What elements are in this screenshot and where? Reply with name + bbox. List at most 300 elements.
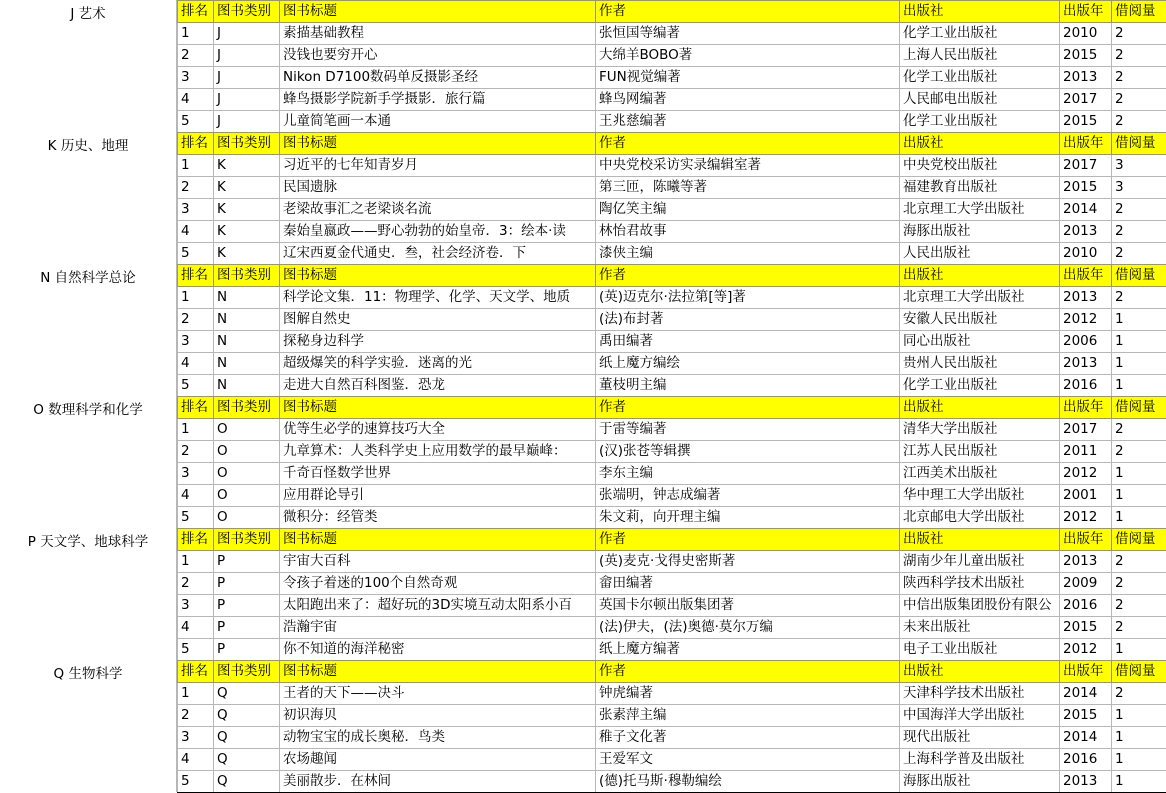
category-header[interactable]: 图书类别	[214, 133, 280, 155]
publisher-cell[interactable]: 湖南少年儿童出版社	[900, 551, 1060, 573]
category-label: Q 生物科学	[53, 666, 123, 682]
title-cell[interactable]: 素描基础教程	[280, 23, 596, 45]
publisher-cell[interactable]: 中国海洋大学出版社	[900, 705, 1060, 727]
rank-cell[interactable]: 2	[178, 177, 214, 199]
borrows-header[interactable]: 借阅量	[1112, 265, 1166, 287]
category-header[interactable]: 图书类别	[214, 529, 280, 551]
publisher-cell[interactable]: 人民邮电出版社	[900, 89, 1060, 111]
publisher-header[interactable]: 出版社	[900, 397, 1060, 419]
rank-cell[interactable]: 3	[178, 463, 214, 485]
borrows-cell[interactable]: 1	[1112, 639, 1166, 661]
year-cell[interactable]: 2015	[1060, 177, 1112, 199]
author-cell[interactable]: 纸上魔方编绘	[596, 353, 900, 375]
author-cell[interactable]: 陶亿笑主编	[596, 199, 900, 221]
author-cell[interactable]: 第三匝，陈曦等著	[596, 177, 900, 199]
category-cell[interactable]: P	[214, 617, 280, 639]
author-cell[interactable]: (英)迈克尔·法拉第[等]著	[596, 287, 900, 309]
title-cell[interactable]: 宇宙大百科	[280, 551, 596, 573]
category-label-cell[interactable]	[0, 660, 177, 792]
rank-cell[interactable]: 4	[178, 749, 214, 771]
year-cell[interactable]: 2015	[1060, 705, 1112, 727]
rank-header[interactable]: 排名	[178, 661, 214, 683]
year-cell[interactable]: 2015	[1060, 111, 1112, 133]
year-cell[interactable]: 2014	[1060, 727, 1112, 749]
table-row	[178, 243, 1166, 265]
title-header[interactable]: 图书标题	[280, 661, 596, 683]
category-cell[interactable]: J	[214, 111, 280, 133]
title-cell[interactable]: 探秘身边科学	[280, 331, 596, 353]
borrows-header[interactable]: 借阅量	[1112, 661, 1166, 683]
rank-cell[interactable]: 2	[178, 573, 214, 595]
borrows-cell[interactable]: 2	[1112, 45, 1166, 67]
author-cell[interactable]: 张素萍主编	[596, 705, 900, 727]
publisher-cell[interactable]: 海豚出版社	[900, 221, 1060, 243]
title-cell[interactable]: 民国遗脉	[280, 177, 596, 199]
category-cell[interactable]: K	[214, 199, 280, 221]
title-cell[interactable]: 你不知道的海洋秘密	[280, 639, 596, 661]
book-table	[177, 0, 1166, 133]
rank-cell[interactable]: 1	[178, 551, 214, 573]
year-header[interactable]: 出版年	[1060, 133, 1112, 155]
year-cell[interactable]: 2013	[1060, 551, 1112, 573]
year-header[interactable]: 出版年	[1060, 661, 1112, 683]
author-cell[interactable]: (法)伊夫，(法)奥德·莫尔万编	[596, 617, 900, 639]
category-cell[interactable]: N	[214, 309, 280, 331]
author-cell[interactable]: 朱文莉，向开理主编	[596, 507, 900, 529]
rank-cell[interactable]: 4	[178, 89, 214, 111]
borrows-cell[interactable]: 2	[1112, 67, 1166, 89]
author-cell[interactable]: 中央党校采访实录编辑室著	[596, 155, 900, 177]
rank-header[interactable]: 排名	[178, 397, 214, 419]
publisher-cell[interactable]: 江苏人民出版社	[900, 441, 1060, 463]
rank-cell[interactable]: 1	[178, 23, 214, 45]
year-cell[interactable]: 2013	[1060, 353, 1112, 375]
rank-cell[interactable]: 2	[178, 309, 214, 331]
title-cell[interactable]: 优等生必学的速算技巧大全	[280, 419, 596, 441]
borrows-cell[interactable]: 1	[1112, 309, 1166, 331]
title-cell[interactable]: 老梁故事汇之老梁谈名流	[280, 199, 596, 221]
publisher-cell[interactable]: 人民出版社	[900, 243, 1060, 265]
category-cell[interactable]: K	[214, 155, 280, 177]
category-group	[0, 264, 1166, 396]
year-cell[interactable]: 2017	[1060, 89, 1112, 111]
rank-cell[interactable]: 4	[178, 353, 214, 375]
table-row	[178, 199, 1166, 221]
category-label: O 数理科学和化学	[33, 402, 143, 418]
rank-cell[interactable]: 3	[178, 727, 214, 749]
rank-cell[interactable]: 3	[178, 595, 214, 617]
year-cell[interactable]: 2012	[1060, 309, 1112, 331]
category-cell[interactable]: N	[214, 331, 280, 353]
rank-cell[interactable]: 5	[178, 111, 214, 133]
title-cell[interactable]: 浩瀚宇宙	[280, 617, 596, 639]
rank-cell[interactable]: 1	[178, 419, 214, 441]
table-row	[178, 287, 1166, 309]
title-cell[interactable]: 辽宋西夏金代通史．叁，社会经济卷．下	[280, 243, 596, 265]
table-row	[178, 309, 1166, 331]
title-cell[interactable]: 美丽散步．在林间	[280, 771, 596, 793]
borrows-cell[interactable]: 2	[1112, 595, 1166, 617]
year-cell[interactable]: 2017	[1060, 419, 1112, 441]
publisher-cell[interactable]: 未来出版社	[900, 617, 1060, 639]
year-header[interactable]: 出版年	[1060, 397, 1112, 419]
publisher-cell[interactable]: 同心出版社	[900, 331, 1060, 353]
rank-cell[interactable]: 4	[178, 485, 214, 507]
table-row	[178, 551, 1166, 573]
borrows-cell[interactable]: 1	[1112, 331, 1166, 353]
author-cell[interactable]: 张恒国等编著	[596, 23, 900, 45]
title-cell[interactable]: 走进大自然百科图鉴．恐龙	[280, 375, 596, 397]
rank-cell[interactable]: 2	[178, 705, 214, 727]
category-header[interactable]: 图书类别	[214, 1, 280, 23]
publisher-cell[interactable]: 天津科学技术出版社	[900, 683, 1060, 705]
table-row	[178, 749, 1166, 771]
table-row	[178, 705, 1166, 727]
table-row	[178, 353, 1166, 375]
category-cell[interactable]: O	[214, 419, 280, 441]
borrows-cell[interactable]: 2	[1112, 23, 1166, 45]
table-row	[178, 375, 1166, 397]
publisher-cell[interactable]: 现代出版社	[900, 727, 1060, 749]
table-row	[178, 573, 1166, 595]
publisher-cell[interactable]: 化学工业出版社	[900, 375, 1060, 397]
rank-header[interactable]: 排名	[178, 529, 214, 551]
title-cell[interactable]: 秦始皇嬴政——野心勃勃的始皇帝．3：绘本·读	[280, 221, 596, 243]
borrows-header[interactable]: 借阅量	[1112, 1, 1166, 23]
year-header[interactable]: 出版年	[1060, 529, 1112, 551]
rank-cell[interactable]: 4	[178, 221, 214, 243]
title-cell[interactable]: 蜂鸟摄影学院新手学摄影．旅行篇	[280, 89, 596, 111]
category-cell[interactable]: O	[214, 485, 280, 507]
author-cell[interactable]: 蜂鸟网编著	[596, 89, 900, 111]
book-table	[177, 528, 1166, 661]
category-group	[0, 528, 1166, 660]
year-cell[interactable]: 2014	[1060, 199, 1112, 221]
category-group	[0, 396, 1166, 528]
borrows-cell[interactable]: 3	[1112, 177, 1166, 199]
author-header[interactable]: 作者	[596, 397, 900, 419]
author-cell[interactable]: 李东主编	[596, 463, 900, 485]
author-cell[interactable]: 张端明，钟志成编著	[596, 485, 900, 507]
publisher-header[interactable]: 出版社	[900, 133, 1060, 155]
title-cell[interactable]: 科学论文集．11：物理学、化学、天文学、地质	[280, 287, 596, 309]
category-cell[interactable]: O	[214, 441, 280, 463]
title-cell[interactable]: 习近平的七年知青岁月	[280, 155, 596, 177]
borrows-cell[interactable]: 1	[1112, 485, 1166, 507]
rank-cell[interactable]: 5	[178, 243, 214, 265]
title-cell[interactable]: 动物宝宝的成长奥秘．鸟类	[280, 727, 596, 749]
author-cell[interactable]: 王爱军文	[596, 749, 900, 771]
year-cell[interactable]: 2011	[1060, 441, 1112, 463]
category-group	[0, 132, 1166, 264]
borrows-cell[interactable]: 2	[1112, 89, 1166, 111]
year-cell[interactable]: 2013	[1060, 287, 1112, 309]
title-cell[interactable]: 应用群论导引	[280, 485, 596, 507]
table-row	[178, 331, 1166, 353]
category-group	[0, 660, 1166, 792]
table-row	[178, 89, 1166, 111]
publisher-cell[interactable]: 化学工业出版社	[900, 67, 1060, 89]
publisher-header[interactable]: 出版社	[900, 265, 1060, 287]
rank-cell[interactable]: 1	[178, 287, 214, 309]
rank-cell[interactable]: 3	[178, 67, 214, 89]
category-label-cell[interactable]	[0, 264, 177, 396]
title-cell[interactable]: 图解自然史	[280, 309, 596, 331]
rank-header[interactable]: 排名	[178, 1, 214, 23]
year-cell[interactable]: 2013	[1060, 67, 1112, 89]
title-header[interactable]: 图书标题	[280, 529, 596, 551]
book-table	[177, 264, 1166, 397]
category-cell[interactable]: Q	[214, 771, 280, 793]
rank-cell[interactable]: 2	[178, 45, 214, 67]
author-cell[interactable]: 英国卡尔顿出版集团著	[596, 595, 900, 617]
borrows-cell[interactable]: 2	[1112, 111, 1166, 133]
publisher-cell[interactable]: 福建教育出版社	[900, 177, 1060, 199]
category-cell[interactable]: Q	[214, 705, 280, 727]
category-cell[interactable]: P	[214, 573, 280, 595]
publisher-cell[interactable]: 安徽人民出版社	[900, 309, 1060, 331]
year-header[interactable]: 出版年	[1060, 1, 1112, 23]
rank-cell[interactable]: 1	[178, 683, 214, 705]
category-label-cell[interactable]	[0, 528, 177, 660]
publisher-cell[interactable]: 中央党校出版社	[900, 155, 1060, 177]
borrows-cell[interactable]: 2	[1112, 243, 1166, 265]
publisher-cell[interactable]: 北京理工大学出版社	[900, 199, 1060, 221]
category-label: P 天文学、地球科学	[27, 534, 149, 550]
title-cell[interactable]: 太阳跑出来了：超好玩的3D实境互动太阳系小百	[280, 595, 596, 617]
borrows-cell[interactable]: 1	[1112, 727, 1166, 749]
author-header[interactable]: 作者	[596, 661, 900, 683]
category-label: N 自然科学总论	[40, 270, 136, 286]
rank-cell[interactable]: 5	[178, 375, 214, 397]
borrows-header[interactable]: 借阅量	[1112, 397, 1166, 419]
borrows-cell[interactable]: 1	[1112, 353, 1166, 375]
publisher-cell[interactable]: 北京邮电大学出版社	[900, 507, 1060, 529]
borrows-cell[interactable]: 2	[1112, 573, 1166, 595]
book-table	[177, 660, 1166, 793]
title-cell[interactable]: 没钱也要穷开心	[280, 45, 596, 67]
publisher-header[interactable]: 出版社	[900, 661, 1060, 683]
borrows-header[interactable]: 借阅量	[1112, 133, 1166, 155]
category-cell[interactable]: N	[214, 353, 280, 375]
publisher-cell[interactable]: 清华大学出版社	[900, 419, 1060, 441]
author-header[interactable]: 作者	[596, 1, 900, 23]
borrows-cell[interactable]: 1	[1112, 375, 1166, 397]
title-cell[interactable]: 儿童简笔画一本通	[280, 111, 596, 133]
borrows-header[interactable]: 借阅量	[1112, 529, 1166, 551]
author-cell[interactable]: (德)托马斯·穆勒编绘	[596, 771, 900, 793]
year-cell[interactable]: 2014	[1060, 683, 1112, 705]
table-row	[178, 177, 1166, 199]
category-cell[interactable]: P	[214, 551, 280, 573]
category-cell[interactable]: N	[214, 287, 280, 309]
author-header[interactable]: 作者	[596, 265, 900, 287]
table-row	[178, 639, 1166, 661]
table-row	[178, 595, 1166, 617]
author-cell[interactable]: 畲田编著	[596, 573, 900, 595]
title-header[interactable]: 图书标题	[280, 1, 596, 23]
title-header[interactable]: 图书标题	[280, 133, 596, 155]
category-cell[interactable]: J	[214, 23, 280, 45]
year-header[interactable]: 出版年	[1060, 265, 1112, 287]
rank-cell[interactable]: 3	[178, 199, 214, 221]
author-cell[interactable]: (英)麦克·戈得史密斯著	[596, 551, 900, 573]
category-header[interactable]: 图书类别	[214, 661, 280, 683]
year-cell[interactable]: 2016	[1060, 595, 1112, 617]
author-cell[interactable]: FUN视觉编著	[596, 67, 900, 89]
category-cell[interactable]: Q	[214, 683, 280, 705]
borrows-cell[interactable]: 2	[1112, 287, 1166, 309]
rank-cell[interactable]: 2	[178, 441, 214, 463]
author-cell[interactable]: 钟虎编著	[596, 683, 900, 705]
category-label-cell[interactable]	[0, 0, 177, 132]
rank-cell[interactable]: 5	[178, 639, 214, 661]
header-row	[178, 1, 1166, 23]
title-cell[interactable]: 王者的天下——决斗	[280, 683, 596, 705]
author-cell[interactable]: 禹田编著	[596, 331, 900, 353]
publisher-cell[interactable]: 上海科学普及出版社	[900, 749, 1060, 771]
borrows-cell[interactable]: 1	[1112, 507, 1166, 529]
table-row	[178, 23, 1166, 45]
author-cell[interactable]: 漆侠主编	[596, 243, 900, 265]
table-row	[178, 67, 1166, 89]
header-row	[178, 265, 1166, 287]
table-row	[178, 485, 1166, 507]
author-cell[interactable]: 董枝明主编	[596, 375, 900, 397]
header-row	[178, 529, 1166, 551]
author-cell[interactable]: 于雷等编著	[596, 419, 900, 441]
year-cell[interactable]: 2010	[1060, 23, 1112, 45]
category-cell[interactable]: Q	[214, 749, 280, 771]
year-cell[interactable]: 2010	[1060, 243, 1112, 265]
rank-cell[interactable]: 4	[178, 617, 214, 639]
year-cell[interactable]: 2006	[1060, 331, 1112, 353]
borrows-cell[interactable]: 2	[1112, 221, 1166, 243]
borrows-cell[interactable]: 2	[1112, 617, 1166, 639]
borrows-cell[interactable]: 2	[1112, 419, 1166, 441]
category-cell[interactable]: K	[214, 221, 280, 243]
title-cell[interactable]: 九章算术：人类科学史上应用数学的最早巅峰：	[280, 441, 596, 463]
table-row	[178, 221, 1166, 243]
category-cell[interactable]: P	[214, 639, 280, 661]
year-cell[interactable]: 2012	[1060, 639, 1112, 661]
rank-cell[interactable]: 1	[178, 155, 214, 177]
category-label-cell[interactable]	[0, 396, 177, 528]
author-cell[interactable]: 纸上魔方编著	[596, 639, 900, 661]
rank-header[interactable]: 排名	[178, 265, 214, 287]
table-row	[178, 727, 1166, 749]
title-header[interactable]: 图书标题	[280, 397, 596, 419]
title-cell[interactable]: 微积分：经管类	[280, 507, 596, 529]
publisher-cell[interactable]: 电子工业出版社	[900, 639, 1060, 661]
author-cell[interactable]: 稚子文化著	[596, 727, 900, 749]
category-cell[interactable]: O	[214, 463, 280, 485]
category-cell[interactable]: J	[214, 67, 280, 89]
year-cell[interactable]: 2001	[1060, 485, 1112, 507]
publisher-cell[interactable]: 陕西科学技术出版社	[900, 573, 1060, 595]
year-cell[interactable]: 2009	[1060, 573, 1112, 595]
borrows-cell[interactable]: 1	[1112, 749, 1166, 771]
category-cell[interactable]: P	[214, 595, 280, 617]
category-cell[interactable]: K	[214, 243, 280, 265]
author-header[interactable]: 作者	[596, 133, 900, 155]
category-header[interactable]: 图书类别	[214, 265, 280, 287]
publisher-cell[interactable]: 上海人民出版社	[900, 45, 1060, 67]
category-cell[interactable]: J	[214, 45, 280, 67]
title-cell[interactable]: Nikon D7100数码单反摄影圣经	[280, 67, 596, 89]
borrows-cell[interactable]: 2	[1112, 683, 1166, 705]
year-cell[interactable]: 2012	[1060, 463, 1112, 485]
year-cell[interactable]: 2012	[1060, 507, 1112, 529]
category-cell[interactable]: Q	[214, 727, 280, 749]
category-cell[interactable]: N	[214, 375, 280, 397]
publisher-cell[interactable]: 化学工业出版社	[900, 23, 1060, 45]
title-cell[interactable]: 令孩子着迷的100个自然奇观	[280, 573, 596, 595]
borrows-cell[interactable]: 1	[1112, 705, 1166, 727]
borrows-cell[interactable]: 2	[1112, 551, 1166, 573]
category-cell[interactable]: K	[214, 177, 280, 199]
publisher-cell[interactable]: 化学工业出版社	[900, 111, 1060, 133]
publisher-header[interactable]: 出版社	[900, 529, 1060, 551]
year-cell[interactable]: 2013	[1060, 221, 1112, 243]
borrows-cell[interactable]: 1	[1112, 771, 1166, 793]
year-cell[interactable]: 2015	[1060, 617, 1112, 639]
year-cell[interactable]: 2016	[1060, 749, 1112, 771]
publisher-cell[interactable]: 北京理工大学出版社	[900, 287, 1060, 309]
author-cell[interactable]: (法)布封著	[596, 309, 900, 331]
publisher-cell[interactable]: 贵州人民出版社	[900, 353, 1060, 375]
category-label: J 艺术	[70, 6, 106, 22]
title-cell[interactable]: 超级爆笑的科学实验．迷离的光	[280, 353, 596, 375]
table-row	[178, 45, 1166, 67]
author-cell[interactable]: 林怡君故事	[596, 221, 900, 243]
title-cell[interactable]: 初识海贝	[280, 705, 596, 727]
category-header[interactable]: 图书类别	[214, 397, 280, 419]
title-cell[interactable]: 农场趣闻	[280, 749, 596, 771]
publisher-cell[interactable]: 华中理工大学出版社	[900, 485, 1060, 507]
borrows-cell[interactable]: 3	[1112, 155, 1166, 177]
borrows-cell[interactable]: 2	[1112, 199, 1166, 221]
rank-cell[interactable]: 3	[178, 331, 214, 353]
table-row	[178, 419, 1166, 441]
category-cell[interactable]: J	[214, 89, 280, 111]
publisher-cell[interactable]: 中信出版集团股份有限公	[900, 595, 1060, 617]
rank-header[interactable]: 排名	[178, 133, 214, 155]
rank-cell[interactable]: 5	[178, 507, 214, 529]
category-label-cell[interactable]	[0, 132, 177, 264]
borrows-cell[interactable]: 2	[1112, 441, 1166, 463]
year-cell[interactable]: 2017	[1060, 155, 1112, 177]
category-cell[interactable]: O	[214, 507, 280, 529]
author-header[interactable]: 作者	[596, 529, 900, 551]
rank-cell[interactable]: 5	[178, 771, 214, 793]
publisher-cell[interactable]: 江西美术出版社	[900, 463, 1060, 485]
table-row	[178, 617, 1166, 639]
publisher-header[interactable]: 出版社	[900, 1, 1060, 23]
borrows-cell[interactable]: 1	[1112, 463, 1166, 485]
title-header[interactable]: 图书标题	[280, 265, 596, 287]
author-cell[interactable]: 王兆慈编著	[596, 111, 900, 133]
table-row	[178, 771, 1166, 793]
year-cell[interactable]: 2013	[1060, 771, 1112, 793]
author-cell[interactable]: 大绵羊BOBO著	[596, 45, 900, 67]
publisher-cell[interactable]: 海豚出版社	[900, 771, 1060, 793]
title-cell[interactable]: 千奇百怪数学世界	[280, 463, 596, 485]
year-cell[interactable]: 2016	[1060, 375, 1112, 397]
year-cell[interactable]: 2015	[1060, 45, 1112, 67]
author-cell[interactable]: (汉)张苍等辑撰	[596, 441, 900, 463]
header-row	[178, 133, 1166, 155]
